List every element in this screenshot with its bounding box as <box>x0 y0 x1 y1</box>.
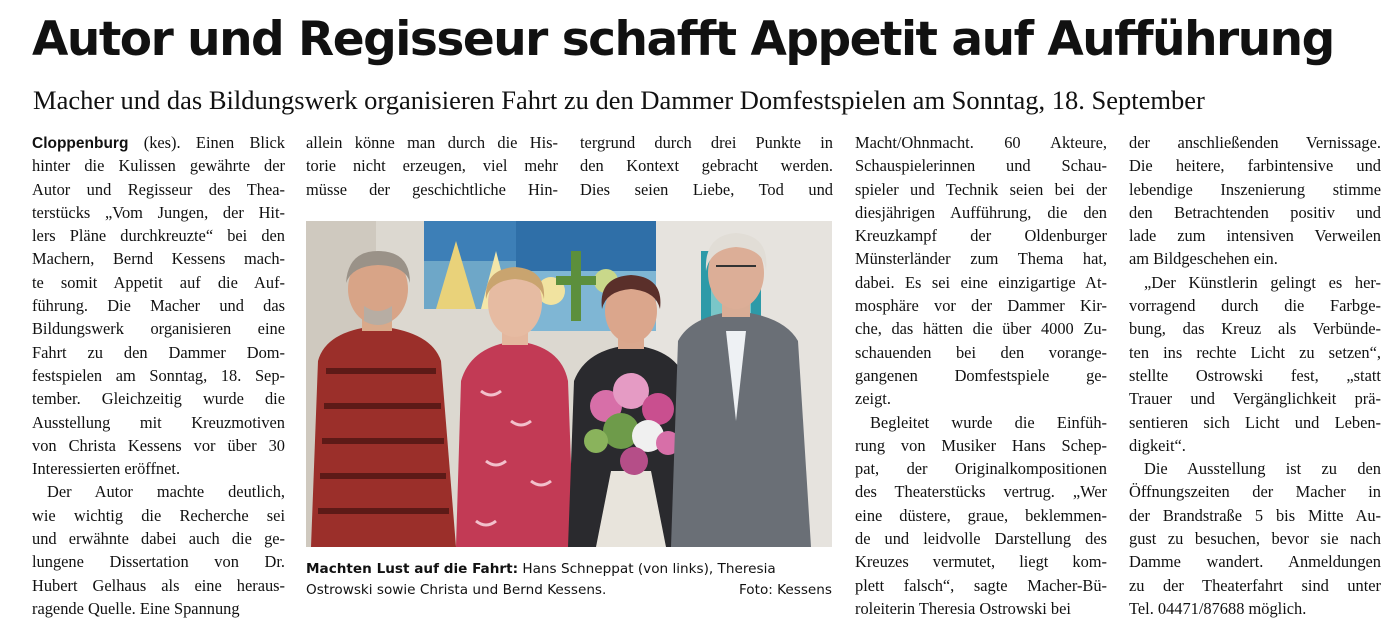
text-line-content: zu der Theaterfahrt sind unter <box>1129 575 1381 595</box>
text-line-content: „Der Künstlerin gelingt es her- <box>1144 272 1381 292</box>
text-line-content: plett falsch“, sagte Macher-Bü- <box>855 575 1107 595</box>
text-line <box>855 271 1107 294</box>
caption-text-2: Ostrowski sowie Christa und Bernd Kessens. <box>306 582 607 598</box>
text-line-content: (kes). Einen Blick <box>128 133 285 152</box>
text-line-content: der Brandstraße 5 bis Mitte Au- <box>1129 505 1381 525</box>
text-line-content: bung, das Kreuz als Verbünde- <box>1129 319 1381 339</box>
text-line-content: vorragend durch die Farbge- <box>1129 296 1381 316</box>
text-line <box>855 317 1107 340</box>
text-line <box>855 224 1107 247</box>
text-line-content: rung von Musiker Hans Schep- <box>855 435 1107 455</box>
text-line-content: gangenen Domfestspiele ge- <box>855 365 1107 385</box>
article-headline: Autor und Regisseur schafft Appetit auf Aufführung <box>32 12 1334 67</box>
text-line-content: Öffnungszeiten der Macher in <box>1129 482 1381 502</box>
text-line <box>32 527 285 550</box>
text-line <box>1129 504 1381 527</box>
text-line-content: wie wichtig die Recherche sei <box>32 505 285 525</box>
text-line-content: lebendige Inszenierung stimme <box>1129 179 1381 199</box>
text-line <box>32 387 285 410</box>
text-line-content: Der Autor machte deutlich, <box>47 482 285 502</box>
text-line <box>32 178 285 201</box>
text-line <box>855 504 1107 527</box>
text-line <box>306 154 558 177</box>
text-line <box>855 201 1107 224</box>
text-line <box>855 247 1107 270</box>
text-line <box>855 597 1107 620</box>
text-line-content: den Betrachtenden positiv und <box>1129 202 1381 222</box>
text-line-content: von Christa Kessens vor über 30 <box>32 435 285 455</box>
text-line-content: Begleitet wurde die Einfüh- <box>870 412 1107 432</box>
text-line <box>1129 224 1381 247</box>
text-line <box>1129 154 1381 177</box>
text-line <box>1129 178 1381 201</box>
text-column-4 <box>855 131 1107 620</box>
text-line <box>855 480 1107 503</box>
text-line-content: Ausstellung mit Kreuzmotiven <box>32 412 285 432</box>
text-line-content: sentieren sich Licht und Leben- <box>1129 412 1381 432</box>
text-line <box>1129 341 1381 364</box>
text-line <box>306 178 558 201</box>
text-line <box>32 294 285 317</box>
text-line <box>1129 387 1381 410</box>
text-line-content: de und leidvolle Darstellung des <box>855 529 1107 549</box>
text-line <box>32 247 285 270</box>
text-line <box>32 201 285 224</box>
text-line-content: roleiterin Theresia Ostrowski bei <box>855 598 1071 618</box>
text-line-content: pat, der Originalkompositionen <box>855 459 1107 479</box>
text-line-content: Schauspielerinnen und Schau- <box>855 156 1107 176</box>
caption-line-2 <box>306 580 832 601</box>
text-line-content: ten ins rechte Licht zu setzen“, <box>1129 342 1381 362</box>
text-line <box>32 341 285 364</box>
text-line-content: stellte Ostrowski fest, „statt <box>1129 365 1381 385</box>
text-line-content: lungene Dissertation von Dr. <box>32 552 285 572</box>
text-line <box>32 457 285 480</box>
text-line <box>855 574 1107 597</box>
article-photo <box>306 221 832 547</box>
text-line <box>306 131 558 154</box>
text-line-content: lers Pläne durchkreuzte“ bei den <box>32 226 285 246</box>
text-line-content: zeigt. <box>855 389 891 409</box>
text-line-content: Die Ausstellung ist zu den <box>1144 459 1381 479</box>
text-line <box>580 154 833 177</box>
text-line-content: spieler und Technik seien bei der <box>855 179 1107 199</box>
text-line <box>1129 364 1381 387</box>
text-line <box>1129 271 1381 294</box>
text-line-content: lade zum intensiven Verweilen <box>1129 226 1381 246</box>
text-line-content: Fahrt zu den Dammer Dom- <box>32 342 285 362</box>
text-line-content: allein könne man durch die His- <box>306 133 558 152</box>
text-line <box>855 411 1107 434</box>
text-line <box>32 224 285 247</box>
text-line-content: führung. Die Macher und das <box>32 296 285 316</box>
text-line <box>1129 131 1381 154</box>
text-line-content: te somit Appetit auf die Auf- <box>32 272 285 292</box>
text-line-content: Trauer und Vergänglichkeit prä- <box>1129 389 1381 409</box>
text-line <box>1129 201 1381 224</box>
caption-text-1: Hans Schneppat (von links), Theresia <box>518 561 776 577</box>
text-line-content: des Theaterstücks vertrug. „Wer <box>855 482 1107 502</box>
text-line <box>32 434 285 457</box>
text-line-content: hinter die Kulissen gewährte der <box>32 156 285 176</box>
photo-credit: Foto: Kessens <box>738 582 832 598</box>
text-line-content: und erwähnte dabei auch die ge- <box>32 529 285 549</box>
text-line <box>32 480 285 503</box>
text-line-content: che, das hätten die über 4000 Zu- <box>855 319 1107 339</box>
text-line <box>1129 480 1381 503</box>
text-line <box>32 131 285 154</box>
article-subheadline: Macher und das Bildungswerk organisieren Fahrt zu den Dammer Domfestspielen am Sonntag, 18. September <box>33 85 1205 115</box>
group-photo-image <box>306 221 832 547</box>
text-line-content: Hubert Gelhaus als eine heraus- <box>32 575 285 595</box>
text-line <box>580 178 833 201</box>
text-line <box>32 550 285 573</box>
text-line-content: diesjährigen Aufführung, die den <box>855 202 1107 222</box>
text-line <box>1129 317 1381 340</box>
text-line-content: mosphäre vor der Dammer Kir- <box>855 296 1107 316</box>
text-column-1 <box>32 131 285 620</box>
text-line-content: digkeit“. <box>1129 435 1186 455</box>
text-line <box>855 341 1107 364</box>
text-line <box>1129 434 1381 457</box>
text-line <box>855 550 1107 573</box>
text-line-content: torie nicht erzeugen, viel mehr <box>306 156 558 176</box>
text-line <box>32 317 285 340</box>
text-line-content: der anschließenden Vernissage. <box>1129 133 1381 152</box>
text-line <box>1129 550 1381 573</box>
text-line-content: festspielen am Sonntag, 18. Sep- <box>32 365 285 385</box>
text-line <box>1129 247 1381 270</box>
text-column-2 <box>306 131 558 201</box>
text-line-content: terstücks „Vom Jungen, der Hit- <box>32 202 285 222</box>
text-line-content: am Bildgeschehen ein. <box>1129 249 1278 269</box>
text-line-content: Kreuzkampf der Oldenburger <box>855 226 1107 246</box>
text-line-content: Machern, Bernd Kessens mach- <box>32 249 285 269</box>
text-line <box>32 597 285 620</box>
text-line-content: dabei. Es sei eine einzigartige At- <box>855 272 1107 292</box>
text-line-content: Münsterländer zum Thema hat, <box>855 249 1107 269</box>
text-line <box>32 364 285 387</box>
text-line-content: eine düstere, graue, beklemmen- <box>855 505 1107 525</box>
dateline: Cloppenburg <box>32 135 129 152</box>
text-line <box>855 154 1107 177</box>
text-line-content: Dies seien Liebe, Tod und <box>580 179 833 199</box>
text-line <box>1129 457 1381 480</box>
text-line-content: Die heitere, farbintensive und <box>1129 156 1381 176</box>
text-line-content: gust zu besuchen, bevor sie nach <box>1129 529 1381 549</box>
text-line <box>32 411 285 434</box>
text-line-content: Interessierten eröffnet. <box>32 459 181 479</box>
text-line <box>855 527 1107 550</box>
text-line-content: schauenden bei den vorange- <box>855 342 1107 362</box>
text-line <box>1129 574 1381 597</box>
text-line-content: tember. Gleichzeitig wurde die <box>32 389 285 409</box>
caption-kicker: Machten Lust auf die Fahrt: <box>306 561 519 577</box>
text-line <box>855 434 1107 457</box>
text-line <box>855 294 1107 317</box>
text-line <box>855 457 1107 480</box>
text-line-content: den Kontext gebracht werden. <box>580 156 833 176</box>
text-line <box>580 131 833 154</box>
text-line <box>32 574 285 597</box>
text-line-content: ragende Quelle. Eine Spannung <box>32 598 240 618</box>
text-line <box>1129 527 1381 550</box>
text-column-5 <box>1129 131 1381 620</box>
caption-line-1 <box>306 559 832 580</box>
text-line-content: Macht/Ohnmacht. 60 Akteure, <box>855 133 1107 152</box>
text-line <box>855 178 1107 201</box>
text-line-content: Autor und Regisseur des Thea- <box>32 179 285 199</box>
text-column-3 <box>580 131 833 201</box>
text-line-content: Damme wandert. Anmeldungen <box>1129 552 1381 572</box>
text-line-content: Tel. 04471/87688 möglich. <box>1129 598 1307 618</box>
text-line <box>32 154 285 177</box>
text-line <box>855 131 1107 154</box>
text-line <box>32 271 285 294</box>
text-line <box>1129 411 1381 434</box>
text-line-content: tergrund durch drei Punkte in <box>580 133 833 152</box>
photo-caption <box>306 559 832 601</box>
text-line <box>1129 294 1381 317</box>
text-line <box>855 364 1107 387</box>
text-line <box>855 387 1107 410</box>
text-line-content: Kreuzes vermutet, liegt kom- <box>855 552 1107 572</box>
text-line-content: Bildungswerk organisieren eine <box>32 319 285 339</box>
text-line-content: müsse der geschichtliche Hin- <box>306 179 558 199</box>
text-line <box>32 504 285 527</box>
text-line <box>1129 597 1381 620</box>
